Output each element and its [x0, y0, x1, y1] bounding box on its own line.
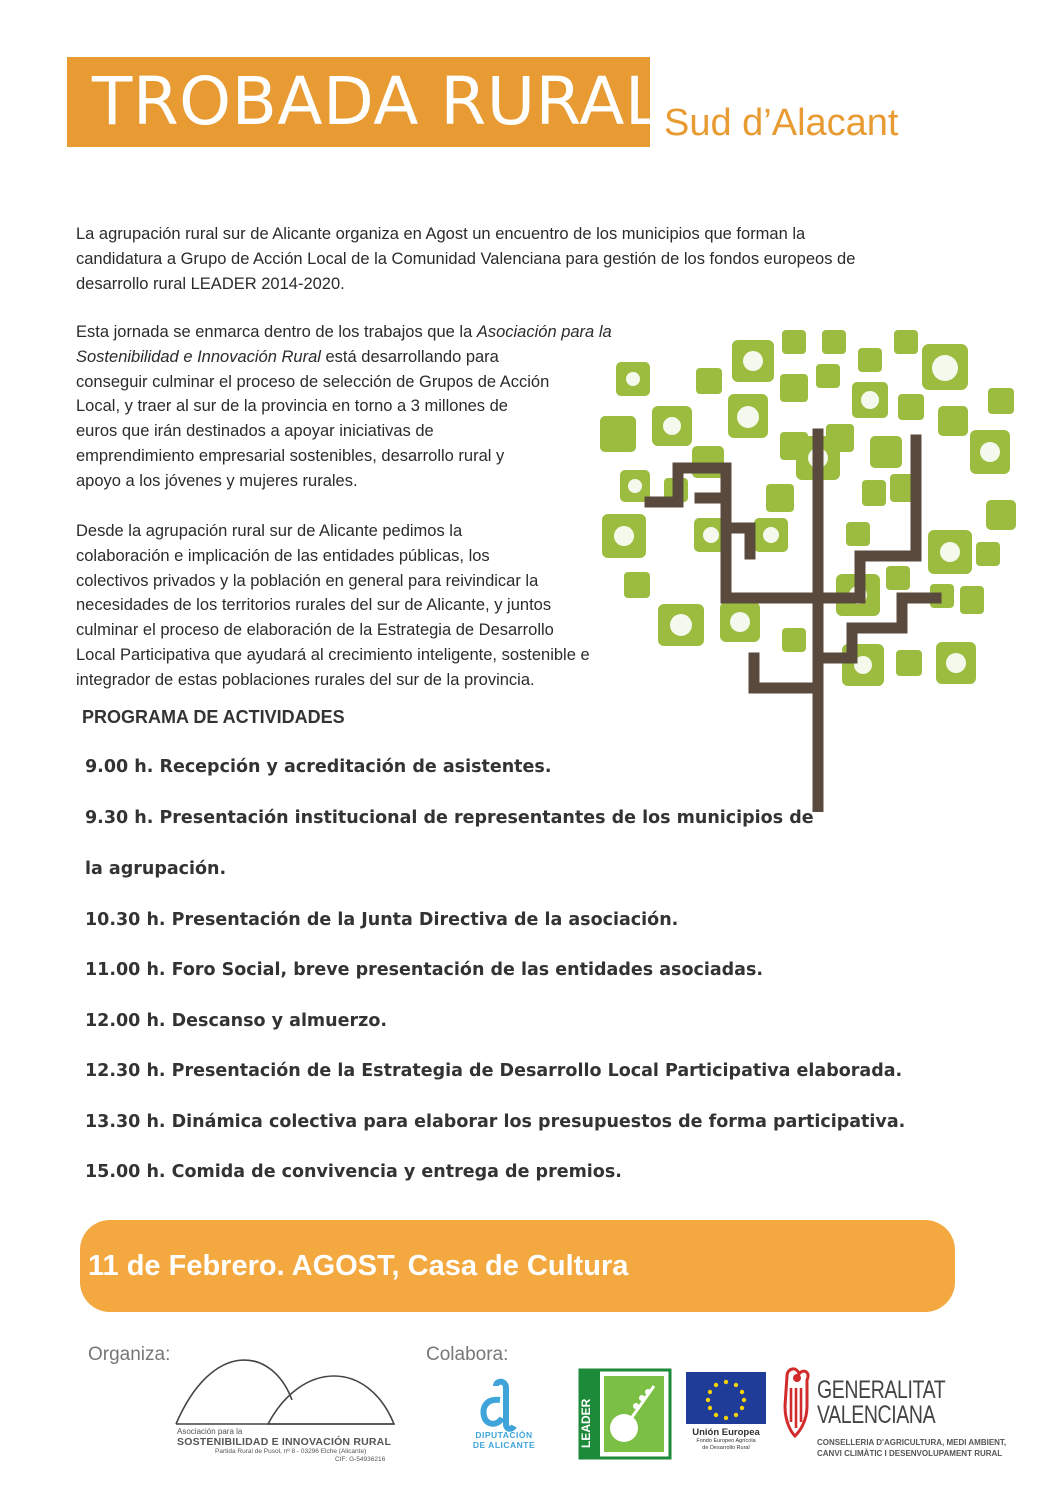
text-line: culminar el proceso de elaboración de la Estrategia de Desarrollo	[76, 621, 554, 640]
program-item: 10.30 h. Presentación de la Junta Directiva de la asociación.	[85, 910, 679, 930]
text-line: La agrupación rural sur de Alicante organiza en Agost un encuentro de los municipios que forman la	[76, 225, 806, 243]
program-item: 15.00 h. Comida de convivencia y entrega de premios.	[85, 1162, 622, 1182]
page-subtitle: Sud d’Alacant	[664, 102, 899, 144]
event-date-place: 11 de Febrero. AGOST, Casa de Cultura	[88, 1250, 629, 1282]
eu-line1: Unión Europea	[692, 1427, 760, 1438]
program-title: PROGRAMA DE ACTIVIDADES	[82, 707, 345, 727]
tile	[886, 566, 910, 590]
asir-logo-text	[177, 1427, 391, 1464]
asir-address: Partida Rural de Pusol, nº 8 - 03296 Elche (Alicante)	[215, 1448, 367, 1455]
text-line: emprendimiento empresarial sostenibles, desarrollo rural y	[76, 446, 505, 465]
eu-text	[684, 1427, 768, 1451]
eu-line3: de Desarrollo Rural	[702, 1444, 750, 1451]
generalitat-line2: VALENCIANA	[817, 1401, 936, 1429]
diputacion-line2: DE ALICANTE	[472, 1440, 536, 1450]
tile	[780, 374, 808, 402]
diputacion-text	[464, 1430, 544, 1450]
generalitat-shield-icon	[781, 1366, 815, 1438]
intro-paragraph-1	[76, 222, 855, 296]
tile	[600, 416, 636, 452]
diputacion-line1: DIPUTACIÓN	[475, 1430, 533, 1440]
intro-paragraph-3	[76, 519, 590, 693]
text-line: integrador de estas poblaciones rurales del sur de la provincia.	[76, 670, 535, 689]
text-line: necesidades de los territorios rurales del sur de Alicante, y juntos	[76, 596, 552, 615]
text-line: Local, y traer al sur de la provincia en torno a 3 millones de	[76, 397, 508, 416]
program-item: 9.30 h. Presentación institucional de representantes de los municipios de	[85, 808, 814, 828]
tile	[816, 364, 840, 388]
text-line: apoyo a los jóvenes y mujeres rurales.	[76, 471, 358, 490]
intro-paragraph-2	[76, 320, 612, 494]
tile	[822, 330, 846, 354]
text-line	[76, 320, 612, 345]
organiza-label: Organiza:	[88, 1344, 171, 1365]
duck-icon	[624, 572, 650, 598]
text-fragment: Esta jornada se enmarca dentro de los trabajos que la	[76, 323, 477, 341]
tile	[894, 330, 918, 354]
tile	[870, 436, 902, 468]
tree-illustration	[590, 328, 1020, 812]
tile	[988, 388, 1014, 414]
association-name: Sostenibilidad e Innovación Rural	[76, 347, 321, 366]
text-line: desarrollo rural LEADER 2014-2020.	[76, 274, 345, 293]
eu-line2: Fondo Europeo Agrícola	[696, 1438, 756, 1444]
tile	[858, 348, 882, 372]
tile	[846, 522, 870, 546]
asir-line1: Asociación para la	[177, 1427, 243, 1436]
program-item: 12.30 h. Presentación de la Estrategia de Desarrollo Local Participativa elaborada.	[85, 1061, 903, 1081]
program-item: 12.00 h. Descanso y almuerzo.	[85, 1011, 387, 1031]
text-line	[76, 345, 612, 370]
asir-line2: SOSTENIBILIDAD E INNOVACIÓN RURAL	[177, 1436, 392, 1448]
program-item: la agrupación.	[85, 859, 227, 879]
tile	[782, 628, 806, 652]
generalitat-name	[817, 1378, 945, 1428]
generalitat-department	[817, 1437, 1006, 1459]
leader-logo-icon	[578, 1368, 672, 1460]
tile	[938, 406, 968, 436]
text-line: Local Participativa que ayudará al crecimiento inteligente, sostenible e	[76, 645, 590, 664]
page-title: TROBADA RURAL	[92, 63, 663, 140]
tile	[782, 330, 806, 354]
colabora-label: Colabora:	[426, 1344, 509, 1365]
generalitat-sub1: CONSELLERIA D'AGRICULTURA, MEDI AMBIENT,	[817, 1438, 1007, 1447]
text-line: colectivos privados y la población en general para reivindicar la	[76, 571, 539, 590]
text-line: colaboración e implicación de las entidades públicas, los	[76, 546, 490, 565]
tile	[986, 500, 1016, 530]
asir-cif: CIF: G-54936216	[335, 1456, 386, 1463]
apple-icon	[862, 480, 886, 506]
text-line: candidatura a Grupo de Acción Local de la Comunidad Valenciana para gestión de los fondos europeos de	[76, 249, 856, 268]
generalitat-line1: GENERALITAT	[817, 1376, 946, 1404]
generalitat-sub2: CANVI CLIMÀTIC I DESENVOLUPAMENT RURAL	[817, 1449, 1003, 1458]
program-item: 11.00 h. Foro Social, breve presentación de las entidades asociadas.	[85, 960, 764, 980]
program-item: 9.00 h. Recepción y acreditación de asistentes.	[85, 757, 552, 777]
text-line: euros que irán destinados a apoyar iniciativas de	[76, 422, 434, 441]
program-item: 13.30 h. Dinámica colectiva para elaborar los presupuestos de forma participativa.	[85, 1112, 906, 1132]
tile	[766, 484, 794, 512]
tile	[976, 542, 1000, 566]
leader-label: LEADER	[579, 1398, 593, 1448]
tile	[898, 394, 924, 420]
apple-icon	[960, 586, 984, 614]
tile	[896, 650, 922, 676]
association-name: Asociación para la	[476, 323, 612, 341]
text-fragment: está desarrollando para	[320, 347, 499, 366]
tile	[696, 368, 722, 394]
text-line: Desde la agrupación rural sur de Alicante pedimos la	[76, 522, 463, 540]
text-line: conseguir culminar el proceso de selección de Grupos de Acción	[76, 372, 550, 391]
